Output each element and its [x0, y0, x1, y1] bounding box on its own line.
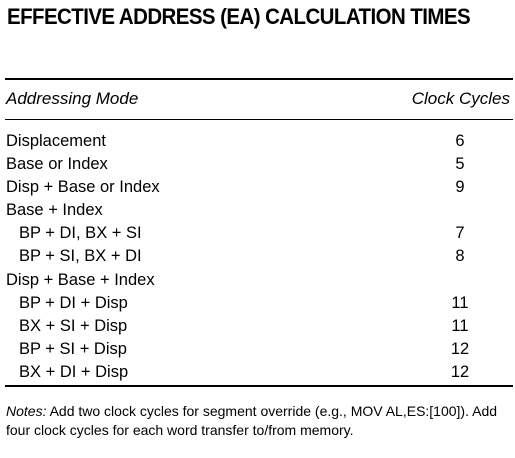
row-mode: Base + Index [6, 201, 103, 220]
row-mode: BX + SI + Disp [19, 316, 128, 335]
row-mode: Disp + Base or Index [6, 178, 160, 197]
row-mode: Base or Index [6, 155, 108, 174]
page-title: EFFECTIVE ADDRESS (EA) CALCULATION TIMES [7, 4, 471, 29]
table-row [0, 361, 515, 384]
table-row [0, 269, 515, 292]
table-row [0, 130, 515, 153]
ea-times-table [0, 130, 515, 384]
top-rule [5, 78, 513, 80]
notes-text: Add two clock cycles for segment override (e.g., MOV AL,ES:[100]). Add four clock cycles for each word transfer to/from memory. [6, 403, 498, 438]
row-cycles: 7 [455, 224, 465, 243]
row-mode: BP + DI + Disp [19, 293, 128, 312]
row-cycles: 11 [451, 293, 469, 312]
table-row [0, 292, 515, 315]
table-row [0, 338, 515, 361]
row-mode: Displacement [6, 132, 106, 150]
table-row [0, 153, 515, 176]
row-cycles: 12 [450, 339, 470, 358]
row-mode: BP + SI, BX + DI [19, 247, 142, 266]
table-row [0, 315, 515, 338]
table-notes [6, 402, 506, 440]
column-header-addressing-mode: Addressing Mode [6, 89, 139, 108]
row-mode: BP + DI, BX + SI [19, 224, 142, 243]
row-cycles: 12 [450, 362, 470, 381]
table-row [0, 199, 515, 222]
table-row [0, 176, 515, 199]
row-mode: Disp + Base + Index [6, 270, 155, 289]
notes-label: Notes: [6, 403, 47, 419]
row-cycles: 11 [451, 316, 469, 335]
column-header-clock-cycles: Clock Cycles [411, 89, 510, 108]
header-rule [5, 119, 513, 120]
row-cycles: 9 [455, 178, 465, 197]
row-cycles: 6 [455, 132, 465, 150]
table-row [0, 245, 515, 268]
table-row [0, 222, 515, 245]
row-cycles: 8 [455, 247, 465, 266]
row-cycles: 5 [455, 155, 465, 174]
bottom-rule [5, 385, 513, 387]
row-mode: BP + SI + Disp [19, 339, 127, 358]
row-mode: BX + DI + Disp [19, 362, 129, 381]
